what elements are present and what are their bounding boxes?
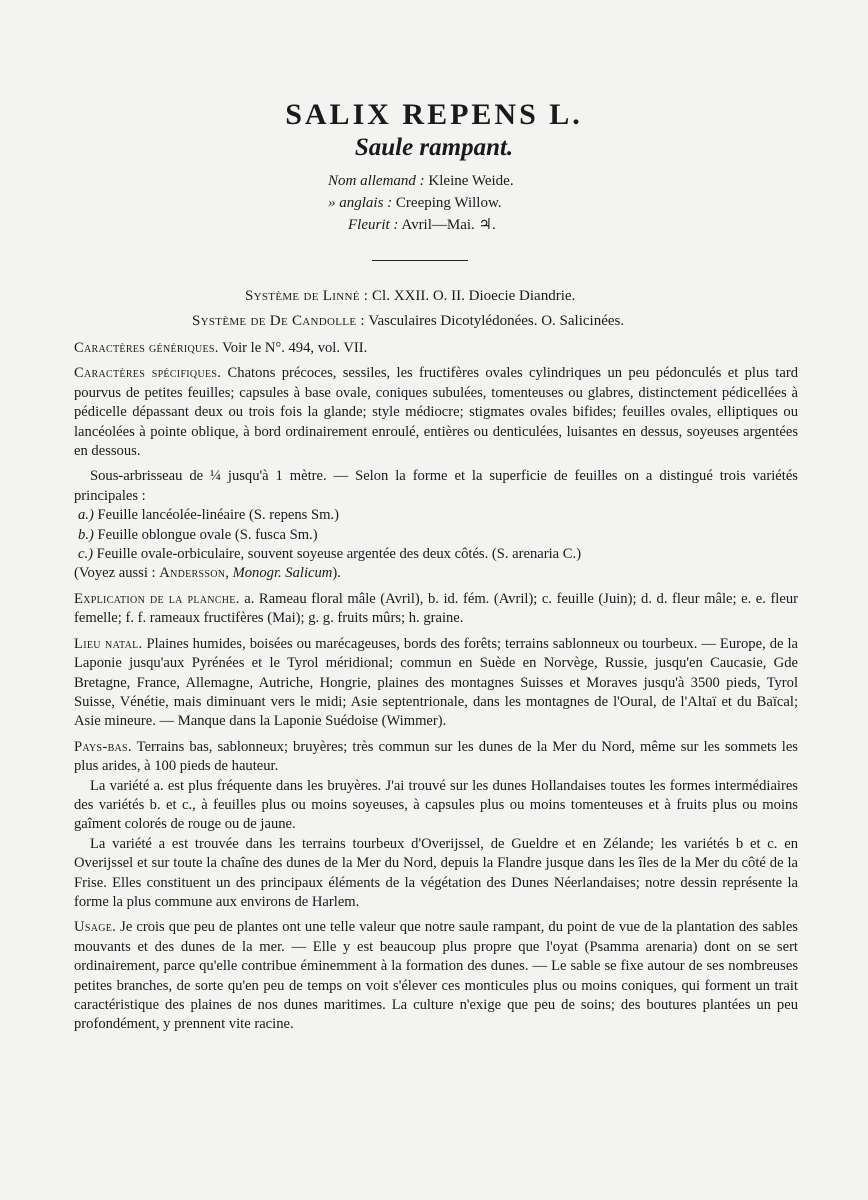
variety-item	[74, 545, 798, 564]
variety-mark: c.)	[78, 546, 93, 563]
netherlands-paragraph	[74, 738, 798, 777]
variety-item	[74, 526, 798, 545]
candolle-system-line	[192, 313, 624, 330]
specific-characters-paragraph	[74, 364, 798, 461]
english-name-value: Creeping Willow.	[395, 195, 502, 211]
generic-characters-label: Caractères génériques.	[74, 340, 219, 356]
english-name-line	[328, 192, 514, 214]
native-range-text: Plaines humides, boisées ou marécageuses, bords des forêts; terrains sablonneux ou tourbeux. — Europe, de la Laponie jusqu'aux Pyrénées et le Tyrol méridional; commun en Suède en Norvège, Russie, jusqu'en Caucasie, Gde Bretagne, France, Allemagne, Autriche, Hongrie, plaines des montagnes Suisses et Moraves jusqu'à 3500 pieds, Tyrol Suisse, Vénétie, mais diminuant vers le midi; Asie septentrionale, dans les montagnes de l'Oural, de l'Altaï et du Baïcal; Asie mineure. — Manque dans la Laponie Suédoise (Wimmer).	[74, 635, 798, 730]
article-body	[74, 339, 798, 1041]
variety-mark: b.)	[78, 526, 94, 543]
see-also-line: (Voyez aussi : Andersson, Monogr. Salicum).	[74, 565, 341, 582]
shrub-size-paragraph: Sous-arbrisseau de ¼ jusqu'à 1 mètre. — Selon la forme et la superficie de feuilles on a distingué trois variétés principales :	[74, 468, 798, 504]
german-name-value: Kleine Weide.	[428, 173, 514, 189]
flowering-value: Avril—Mai. ♃.	[401, 217, 496, 233]
native-range-paragraph	[74, 635, 798, 732]
see-also-author: Andersson	[159, 565, 226, 582]
flowering-line	[328, 214, 514, 236]
plate-explanation-label: Explication de la planche.	[74, 590, 240, 607]
see-also-prefix: (Voyez aussi :	[74, 565, 160, 582]
title-divider	[372, 260, 468, 261]
native-range-label: Lieu natal.	[74, 635, 143, 652]
page-title: SALIX REPENS L.	[285, 98, 583, 131]
usage-paragraph	[74, 918, 798, 1034]
variety-text: Feuille oblongue ovale (S. fusca Sm.)	[97, 526, 318, 543]
linne-system-value: Cl. XXII. O. II. Dioecie Diandrie.	[372, 288, 576, 304]
candolle-system-label: Système de De Candolle :	[192, 313, 365, 329]
linne-system-line	[245, 288, 575, 305]
see-also-suffix: ).	[332, 565, 341, 582]
netherlands-label: Pays-bas.	[74, 738, 132, 755]
english-name-label: » anglais :	[328, 195, 393, 211]
variety-text: Feuille ovale-orbiculaire, souvent soyeuse argentée des deux côtés. (S. arenaria C.)	[96, 546, 582, 563]
variety-distribution-paragraph: La variété a est trouvée dans les terrains tourbeux d'Overijssel, de Gueldre et en Zélande; les variétés b et c. en Overijssel et sur toute la chaîne des dunes de la Mer du Nord, depuis la Flandre jusque dans les îles de la Mer du côté de la Frise. Elles constituent un des principaux éléments de la végétation des Dunes Néerlandaises; notre dessin représente la forme la plus commune aux environs de Harlem.	[74, 835, 798, 910]
specific-characters-label: Caractères spécifiques.	[74, 365, 222, 382]
page-subtitle: Saule rampant.	[354, 134, 514, 161]
generic-characters-text: Voir le N°. 494, vol. VII.	[222, 340, 368, 356]
variety-item	[74, 506, 798, 525]
variety-a-paragraph: La variété a. est plus fréquente dans les bruyères. J'ai trouvé sur les dunes Hollandaises toutes les formes intermédiaires des variétés b. et c., à feuilles plus ou moins soyeuses, à capsules plus ou moins tomenteuses et à fruits plus ou moins gaîment colorés de rouge ou de jaune.	[74, 777, 798, 833]
german-name-line	[328, 170, 514, 192]
plate-explanation-paragraph	[74, 590, 798, 629]
linne-system-label: Système de Linné :	[245, 288, 369, 304]
variety-mark: a.)	[78, 507, 94, 524]
usage-text: Je crois que peu de plantes ont une telle valeur que notre saule rampant, du point de vue de la plantation des sables mouvants et des dunes de la mer. — Elle y est beaucoup plus propre que l'oyat (Psamma arenaria) dont on se sert ordinairement, parce qu'elle contribue éminemment à la formation des dunes. — Le sable se fixe autour de ses nombreuses petites branches, de sorte qu'en peu de temps on voit s'élever ces monticules plus ou moins coniques, qui forment un trait caractéristique des plaines de nos dunes maritimes. La culture n'exige que peu de soins; des boutures plantées un peu profondément, y prennent vite racine.	[74, 919, 798, 1033]
plate-explanation-text: a. Rameau floral mâle (Avril), b. id. fém. (Avril); c. feuille (Juin); d. d. fleur mâle; e. e. fleur femelle; f. f. rameaux fructifères (Mai); g. g. fruits mûrs; h. graine.	[74, 590, 798, 627]
see-also-work: Monogr. Salicum	[232, 565, 333, 582]
netherlands-text: Terrains bas, sablonneux; bruyères; très commun sur les dunes de la Mer du Nord, même sur les sommets les plus arides, à 100 pieds de hauteur.	[74, 738, 798, 775]
german-name-label: Nom allemand :	[328, 173, 425, 189]
generic-characters-paragraph	[74, 339, 798, 358]
usage-label: Usage.	[74, 919, 117, 936]
common-names	[328, 170, 514, 236]
candolle-system-value: Vasculaires Dicotylédonées. O. Salicinées.	[368, 313, 625, 329]
specific-characters-text: Chatons précoces, sessiles, les fructifères ovales cylindriques un peu pédonculés et plus tard pourvus de petites feuilles; capsules à base ovale, coniques subulées, tomenteuses ou glabres, distinctement pédicellées à pédicelle dépassant deux ou trois fois la glande; style médiocre; stigmates ovales bifides; feuilles ovales, elliptiques ou lancéolées à pointe oblique, à bord ordinairement enroulé, entières ou denticulées, luisantes en dessus, soyeuses argentées en dessous.	[74, 365, 798, 460]
variety-text: Feuille lancéolée-linéaire (S. repens Sm.)	[97, 507, 339, 524]
flowering-label: Fleurit :	[348, 217, 399, 233]
